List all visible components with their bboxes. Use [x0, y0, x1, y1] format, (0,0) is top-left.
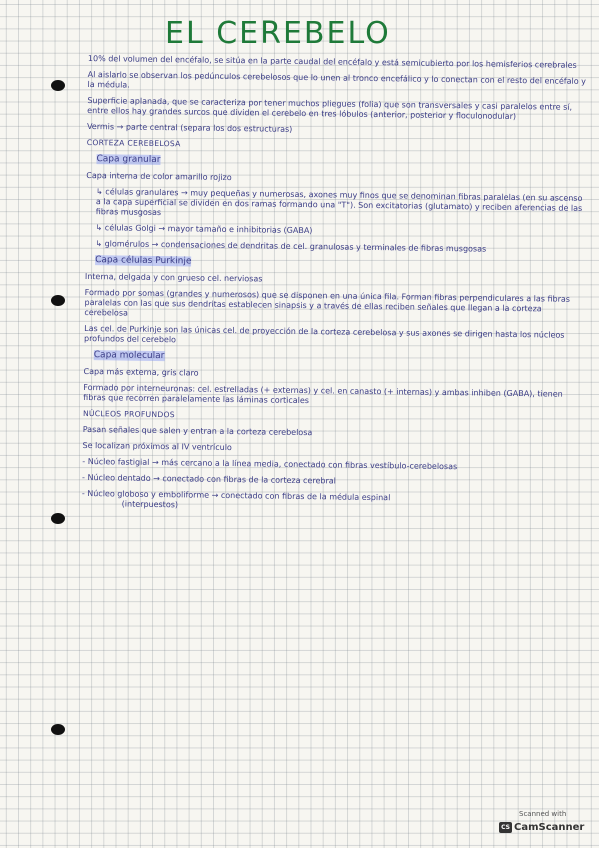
- list-item: ↳ glomérulos → condensaciones de dendritas de cel. granulosas y terminales de fibras musgosas: [95, 239, 487, 254]
- intro-paragraph: Al aislarlo se observan los pedúnculos cerebelosos que lo unen al tronco encefálico y lo conectan con el resto del encéfalo y la médula.: [87, 69, 586, 90]
- camscanner-logo: [499, 822, 584, 833]
- list-item: ↳ células granulares → muy pequeñas y numerosas, axones muy finos que se denominan fibras paralelas (en su ascenso a la capa superficial se dividen en dos ramas formando una "T"). Son excitatorias (glutamato) y reciben aferencias de las fibras musgosas: [95, 187, 583, 218]
- subsection-title: [84, 350, 584, 367]
- camscanner-watermark: [499, 810, 585, 840]
- list-item: ↳ células Golgi → mayor tamaño e inhibitorias (GABA): [95, 223, 313, 236]
- camscanner-brand: CamScanner: [514, 822, 585, 833]
- notes-body: [82, 54, 588, 522]
- list-item-text: células Golgi → mayor tamaño e inhibitorias (GABA): [104, 223, 313, 236]
- binder-hole: [51, 513, 65, 524]
- molecular-layer-title: Capa molecular: [93, 350, 165, 362]
- nucleus-item: - Núcleo dentado → conectado con fibras de la corteza cerebral: [82, 472, 336, 486]
- binder-hole: [51, 80, 65, 91]
- purkinje-layer-desc: Interna, delgada y con grueso cel. nerviosas: [84, 271, 263, 284]
- subsection-title: [86, 154, 586, 171]
- section-heading-cortex: CORTEZA CEREBELOSA: [86, 137, 181, 149]
- purkinje-paragraph: Las cel. de Purkinje son las únicas cel. de proyección de la corteza cerebelosa y sus axones se dirigen hasta los núcleos profundos del cerebelo: [83, 323, 565, 345]
- list-item-text: células granulares → muy pequeñas y numerosas, axones muy finos que se denominan fibras paralelas (en su ascenso a la capa superficial se dividen en dos ramas formando una "T"). Son excitatorias (glutamato) y reciben aferencias de las fibras musgosas: [95, 187, 583, 218]
- nucleus-item: - Núcleo globoso y emboliforme → conectado con fibras de la médula espinal: [81, 488, 391, 503]
- purkinje-paragraph: Formado por somas (grandes y numerosos) que se disponen en una única fila. Forman fibras perpendiculares a las fibras paralelas con las que sus dendritas establecen sinapsis y a través de ellas reciben señales que llegan a la corteza cerebelosa: [84, 287, 571, 318]
- nuclei-desc: Pasan señales que salen y entran a la corteza cerebelosa: [82, 424, 313, 438]
- section-heading-nuclei: NÚCLEOS PROFUNDOS: [82, 408, 176, 420]
- nucleus-note: (interpuestos): [121, 499, 179, 510]
- nuclei-location: Se localizan próximos al IV ventrículo: [82, 440, 232, 453]
- molecular-paragraph: Formado por interneuronas: cel. estrelladas (+ externas) y cel. en canasto (+ internas) y ambas inhiben (GABA), tienen fibras que recorren paralelamente las láminas corticales: [83, 382, 563, 406]
- binder-hole: [51, 295, 65, 306]
- list-item-text: glomérulos → condensaciones de dendritas de cel. granulosas y terminales de fibras musgosas: [104, 239, 487, 254]
- purkinje-layer-title: Capa células Purkinje: [95, 255, 192, 267]
- molecular-layer-desc: Capa más externa, gris claro: [83, 366, 199, 378]
- intro-paragraph: Superficie aplanada, que se caracteriza por tener muchos pliegues (folia) que son transversales y casi paralelos entre sí, entre ellos hay grandes surcos que dividen el cerebelo en tres lóbulos (anterior, posterior y floculonodular): [87, 95, 573, 121]
- nucleus-item: - Núcleo fastigial → más cercano a la línea media, conectado con fibras vestíbulo-cerebelosas: [82, 456, 458, 472]
- granular-layer-desc: Capa interna de color amarillo rojizo: [86, 170, 232, 183]
- camscanner-icon: CS: [499, 822, 512, 833]
- page-title: EL CEREBELO: [165, 16, 391, 51]
- granular-layer-title: Capa granular: [96, 154, 161, 166]
- binder-hole: [51, 724, 65, 735]
- intro-paragraph: Vermis → parte central (separa los dos estructuras): [86, 121, 293, 134]
- subsection-title: [85, 255, 585, 272]
- scanned-with-label: Scanned with: [519, 810, 567, 818]
- intro-paragraph: 10% del volumen del encéfalo, se sitúa en la parte caudal del encéfalo y está semicubierto por los hemisferios cerebrales: [87, 54, 577, 70]
